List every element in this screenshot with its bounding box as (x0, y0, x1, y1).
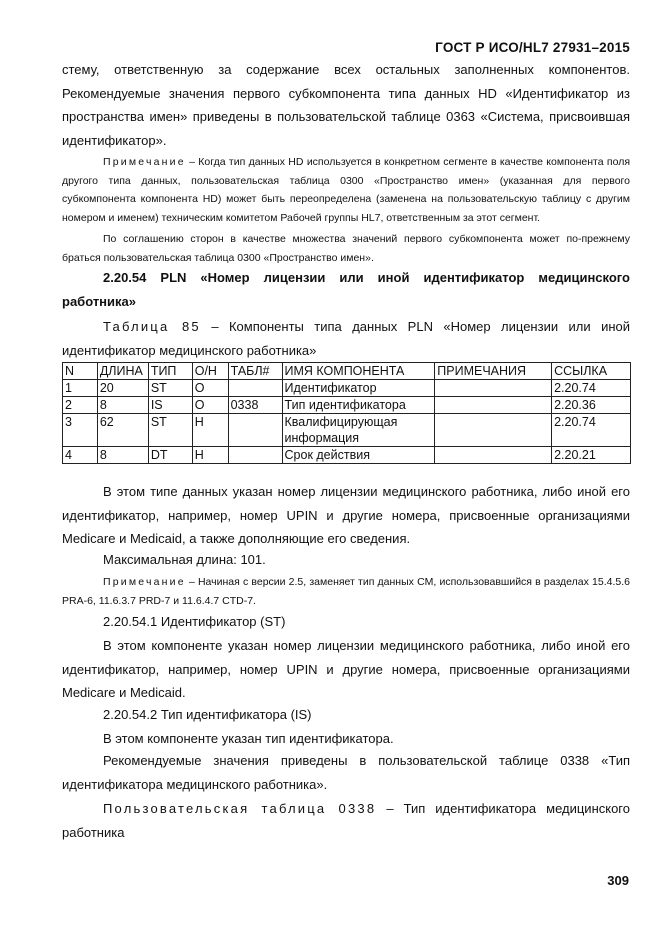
paragraph-id-type: В этом компоненте указан тип идентификатора. (103, 731, 394, 746)
table-cell: 62 (97, 414, 148, 447)
col-header: ПРИМЕЧАНИЯ (435, 363, 552, 380)
col-header: ССЫЛКА (552, 363, 631, 380)
table-cell: 2.20.21 (552, 447, 631, 464)
table-cell: Срок действия (282, 447, 435, 464)
paragraph-pln-description: В этом типе данных указан номер лицензии медицинского работника, либо иной его идентификатор, например, номер UPIN и другие номера, присвоенные организациями Medicare и Medicaid, а также дополняющие его сведения. (62, 484, 630, 546)
table-cell: Квалифицирующая информация (282, 414, 435, 447)
document-header: ГОСТ Р ИСО/HL7 27931–2015 (435, 40, 630, 55)
table-cell: 20 (97, 380, 148, 397)
table-cell: ST (148, 380, 192, 397)
table-cell: Идентификатор (282, 380, 435, 397)
note-hd (62, 153, 630, 227)
table-caption-label: Таблица 85 (103, 319, 201, 334)
table-row (63, 380, 631, 397)
table-cell: 2.20.74 (552, 414, 631, 447)
table-cell: 8 (97, 447, 148, 464)
col-header: ТАБЛ# (228, 363, 282, 380)
table-header-row (63, 363, 631, 380)
table-caption-text: – Компоненты типа данных PLN «Номер лицензии или иной идентификатор медицинского работника» (62, 319, 631, 358)
user-table-label: Пользовательская таблица 0338 (103, 801, 377, 816)
table-cell: О (192, 397, 228, 414)
section-heading: 2.20.54 PLN «Номер лицензии или иной идентификатор медицинского работника» (62, 270, 630, 309)
note-text: – Когда тип данных HD используется в конкретном сегменте в качестве компонента поля другого типа данных, пользовательская таблица 0300 «Пространство имен» (указанная для первого субкомпонента компонента HD) может быть переопределена (заменена на пользовательскую таблицу с другим номером и именем) техническим комитетом Рабочей группы HL7, ответственным за этот сегмент. (62, 156, 631, 224)
max-length: Максимальная длина: 101. (103, 552, 266, 567)
user-table-text: – Тип идентификатора медицинского работника (62, 801, 630, 840)
table-cell (435, 414, 552, 447)
note-version (62, 573, 630, 610)
table-cell (435, 397, 552, 414)
col-header: О/Н (192, 363, 228, 380)
table-cell: 1 (63, 380, 98, 397)
table-cell: Н (192, 414, 228, 447)
table-cell (435, 380, 552, 397)
col-header: ДЛИНА (97, 363, 148, 380)
table-cell: DT (148, 447, 192, 464)
table-cell: 3 (63, 414, 98, 447)
table-cell: IS (148, 397, 192, 414)
note-label: Примечание (103, 156, 186, 168)
user-table-caption (62, 797, 630, 844)
table-cell: О (192, 380, 228, 397)
table-cell: Тип идентификатора (282, 397, 435, 414)
subsection-identifier: 2.20.54.1 Идентификатор (ST) (103, 614, 286, 629)
note-label: Примечание (103, 576, 186, 588)
paragraph-identifier: В этом компоненте указан номер лицензии медицинского работника, либо иной его идентификатор, например, номер UPIN и другие номера, присвоенные организациями Medicare и Medicaid. (62, 638, 630, 700)
table-cell: 4 (63, 447, 98, 464)
col-header: ТИП (148, 363, 192, 380)
table-cell (228, 414, 282, 447)
table-cell (435, 447, 552, 464)
note-text: – Начиная с версии 2.5, заменяет тип данных CM, использовавшийся в разделах 15.4.5.6 PRA-6, 11.6.3.7 PRD-7 и 11.6.4.7 CTD-7. (62, 576, 631, 607)
table-row (63, 397, 631, 414)
paragraph-agreement: По соглашению сторон в качестве множества значений первого субкомпонента может по-прежнему браться пользовательская таблица 0300 «Пространство имен». (62, 233, 630, 264)
table-cell: 2.20.74 (552, 380, 631, 397)
subsection-id-type: 2.20.54.2 Тип идентификатора (IS) (103, 707, 312, 722)
col-header: ИМЯ КОМПОНЕНТА (282, 363, 435, 380)
table-cell: ST (148, 414, 192, 447)
table-cell (228, 380, 282, 397)
table-row (63, 414, 631, 447)
col-header: N (63, 363, 98, 380)
table-cell: 2 (63, 397, 98, 414)
table-row (63, 447, 631, 464)
table-cell: 0338 (228, 397, 282, 414)
table-cell: 8 (97, 397, 148, 414)
table-cell: 2.20.36 (552, 397, 631, 414)
table-cell (228, 447, 282, 464)
paragraph-continuation: стему, ответственную за содержание всех остальных заполненных компонентов. Рекомендуемые значения первого субкомпонента типа данных HD «Идентификатор из пространства имен» приведены в пользовательской таблице 0363 «Система, присвоившая идентификатор». (62, 62, 630, 148)
page-number: 309 (607, 873, 629, 888)
table-cell: Н (192, 447, 228, 464)
table-caption (62, 315, 630, 362)
paragraph-recommended: Рекомендуемые значения приведены в пользовательской таблице 0338 «Тип идентификатора медицинского работника». (62, 753, 630, 792)
components-table (62, 362, 631, 464)
